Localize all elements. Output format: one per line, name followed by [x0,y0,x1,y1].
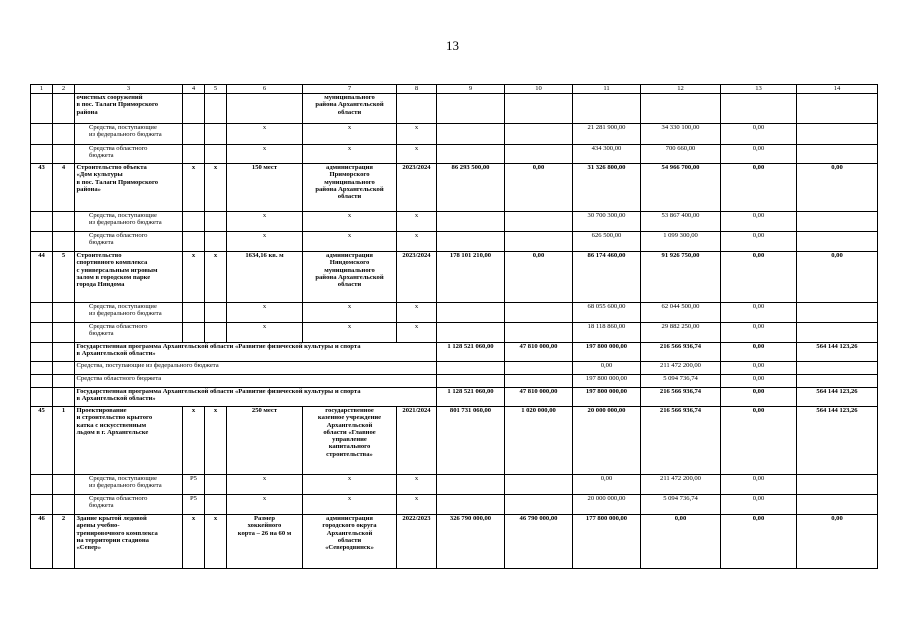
table-cell: 31 326 800,00 [573,164,641,212]
funding-source-cell: Средства, поступающие из федерального бюджета [75,362,437,375]
investment-table [30,84,878,569]
column-number: 8 [397,85,437,94]
column-number: 11 [573,85,641,94]
table-row [31,164,878,212]
object-name-cell: Проектирование и строительство крытого катка с искусственным льдом в г. Архангельске [75,407,183,475]
table-cell: P5 [183,475,205,495]
row-number-cell: 45 [31,407,53,475]
table-cell: 0,00 [573,475,641,495]
table-cell: х [205,407,227,475]
program-total-row [31,388,878,407]
table-cell: 564 144 123,26 [797,388,878,407]
table-cell: х [205,252,227,303]
capacity-cell: 250 мест [227,407,303,475]
table-cell: х [227,495,303,515]
executor-cell: администрация Приморского муниципального района Архангельской области [303,164,397,212]
capacity-cell: Размер хоккейного корта – 26 на 60 м [227,515,303,569]
period-cell: 2023/2024 [397,252,437,303]
column-number: 5 [205,85,227,94]
table-row [31,475,878,495]
column-number: 13 [721,85,797,94]
capacity-cell: 1634,16 кв. м [227,252,303,303]
table-cell: х [205,164,227,212]
table-cell: х [397,124,437,145]
table-cell: 0,00 [721,343,797,362]
table-cell: 68 055 600,00 [573,303,641,323]
row-number-cell: 46 [31,515,53,569]
table-cell: х [183,252,205,303]
table-cell: х [303,212,397,232]
column-number: 10 [505,85,573,94]
object-name-cell: Здание крытой ледовой арены учебно- тренировочного комплекса на территории стадиона «Север» [75,515,183,569]
table-cell: 211 472 200,00 [641,475,721,495]
period-cell: 2021/2024 [397,407,437,475]
table-cell: 0,00 [797,515,878,569]
table-cell: х [205,515,227,569]
table-cell: х [303,475,397,495]
column-number: 12 [641,85,721,94]
table-cell: 20 000 000,00 [573,495,641,515]
table-cell: 46 790 000,00 [505,515,573,569]
table-cell: х [397,232,437,252]
funding-source-cell: Средства областного бюджета [75,495,183,515]
table-cell: 0,00 [721,407,797,475]
object-name-cell: Строительство спортивного комплекса с универсальным игровым залом в городском парке города Няндома [75,252,183,303]
table-cell: 0,00 [721,475,797,495]
table-cell: х [303,323,397,343]
executor-cell: муниципального района Архангельской области [303,94,397,124]
table-cell: 0,00 [721,303,797,323]
executor-cell: администрация городского округа Архангельской области «Северодвинск» [303,515,397,569]
table-row [31,495,878,515]
table-cell: х [183,407,205,475]
table-cell: 0,00 [641,515,721,569]
row-number-cell: 1 [53,407,75,475]
table-cell: 0,00 [505,252,573,303]
table-cell: 0,00 [721,495,797,515]
table-cell: 86 174 460,00 [573,252,641,303]
table-cell: х [227,212,303,232]
row-number-cell: 5 [53,252,75,303]
program-name-cell: Государственная программа Архангельской области «Развитие физической культуры и спорта в Архангельской области» [75,388,437,407]
table-row [31,145,878,164]
table-cell: 0,00 [721,375,797,388]
column-number: 9 [437,85,505,94]
table-cell: х [397,495,437,515]
table-cell: 0,00 [721,145,797,164]
table-cell: 801 731 060,00 [437,407,505,475]
table-cell: P5 [183,495,205,515]
column-number-row [31,85,878,94]
table-cell: 0,00 [721,232,797,252]
table-cell: 0,00 [573,362,641,375]
table-cell: 0,00 [505,164,573,212]
table-cell: х [397,323,437,343]
table-row [31,303,878,323]
table-cell: 1 099 300,00 [641,232,721,252]
table-cell: 30 700 300,00 [573,212,641,232]
table-row [31,212,878,232]
program-total-row [31,343,878,362]
funding-source-cell: Средства, поступающие из федерального бюджета [75,212,183,232]
table-cell: х [397,475,437,495]
column-number: 1 [31,85,53,94]
executor-cell: государственное казенное учреждение Архангельской области «Главное управление капитального строительства» [303,407,397,475]
funding-source-cell: Средства, поступающие из федерального бюджета [75,303,183,323]
table-cell: х [227,124,303,145]
table-cell: 21 281 900,00 [573,124,641,145]
table-cell: 0,00 [721,252,797,303]
table-cell: х [227,323,303,343]
table-cell: 197 800 000,00 [573,375,641,388]
funding-source-cell: Средства областного бюджета [75,145,183,164]
table-cell: 0,00 [797,252,878,303]
program-name-cell: Государственная программа Архангельской области «Развитие физической культуры и спорта в Архангельской области» [75,343,437,362]
table-cell: 47 810 000,00 [505,343,573,362]
table-row [31,124,878,145]
table-cell: 564 144 123,26 [797,407,878,475]
table-row [31,515,878,569]
column-number: 4 [183,85,205,94]
table-cell: 1 128 521 060,00 [437,343,505,362]
table-cell: 197 800 000,00 [573,343,641,362]
table-cell: 178 101 210,00 [437,252,505,303]
table-cell: 177 800 000,00 [573,515,641,569]
table-cell: х [397,303,437,323]
table-cell: 434 300,00 [573,145,641,164]
column-number: 2 [53,85,75,94]
table-cell: 216 566 936,74 [641,407,721,475]
table-cell: 29 882 250,00 [641,323,721,343]
column-number: 3 [75,85,183,94]
row-number-cell: 44 [31,252,53,303]
table-cell: 54 966 700,00 [641,164,721,212]
table-row [31,94,878,124]
table-cell: 0,00 [721,124,797,145]
table-row [31,323,878,343]
funding-source-cell: Средства, поступающие из федерального бюджета [75,124,183,145]
table-cell: 216 566 936,74 [641,343,721,362]
table-cell: 626 500,00 [573,232,641,252]
table-cell: 1 128 521 060,00 [437,388,505,407]
table-cell: х [227,303,303,323]
table-cell: х [303,303,397,323]
funding-source-cell: Средства областного бюджета [75,232,183,252]
funding-source-cell: Средства областного бюджета [75,375,437,388]
table-row [31,232,878,252]
table-cell: х [303,232,397,252]
executor-cell: администрация Няндомского муниципального района Архангельской области [303,252,397,303]
table-cell: 0,00 [721,323,797,343]
table-cell: 20 000 000,00 [573,407,641,475]
table-row [31,252,878,303]
row-number-cell: 43 [31,164,53,212]
table-cell: 211 472 200,00 [641,362,721,375]
table-cell: х [303,124,397,145]
table-cell: х [303,495,397,515]
table-cell: 5 094 736,74 [641,495,721,515]
table-cell: х [183,164,205,212]
table-cell: 700 660,00 [641,145,721,164]
table-cell: х [397,212,437,232]
funding-source-cell: Средства областного бюджета [75,323,183,343]
table-cell: 0,00 [721,164,797,212]
table-cell: х [183,515,205,569]
column-number: 14 [797,85,878,94]
table-cell: х [227,475,303,495]
table-cell: 0,00 [721,388,797,407]
table-cell: х [227,145,303,164]
table-row [31,375,878,388]
funding-source-cell: Средства, поступающие из федерального бюджета [75,475,183,495]
table-cell: 564 144 123,26 [797,343,878,362]
table-cell: 62 044 500,00 [641,303,721,323]
table-cell: 197 800 000,00 [573,388,641,407]
table-cell: 0,00 [721,212,797,232]
row-number-cell: 2 [53,515,75,569]
table-cell: 216 566 936,74 [641,388,721,407]
page-number: 13 [446,38,459,53]
table-cell: х [227,232,303,252]
table-cell: х [397,145,437,164]
table-cell: 34 330 100,00 [641,124,721,145]
table-cell: 86 293 500,00 [437,164,505,212]
table-row [31,407,878,475]
period-cell: 2022/2023 [397,515,437,569]
table-cell: 47 810 000,00 [505,388,573,407]
object-name-cell: очистных сооружений в пос. Талаги Приморского района [75,94,183,124]
table-row [31,362,878,375]
row-number-cell: 4 [53,164,75,212]
table-cell: 91 926 750,00 [641,252,721,303]
table-cell: 1 020 000,00 [505,407,573,475]
object-name-cell: Строительство объекта «Дом культуры в пос. Талаги Приморского района» [75,164,183,212]
table-cell: 53 867 400,00 [641,212,721,232]
column-number: 7 [303,85,397,94]
column-number: 6 [227,85,303,94]
capacity-cell: 150 мест [227,164,303,212]
table-cell: 0,00 [797,164,878,212]
table-cell: 326 790 000,00 [437,515,505,569]
period-cell: 2023/2024 [397,164,437,212]
table-cell: х [303,145,397,164]
table-cell: 18 118 860,00 [573,323,641,343]
table-cell: 0,00 [721,362,797,375]
table-cell: 0,00 [721,515,797,569]
table-cell: 5 094 736,74 [641,375,721,388]
